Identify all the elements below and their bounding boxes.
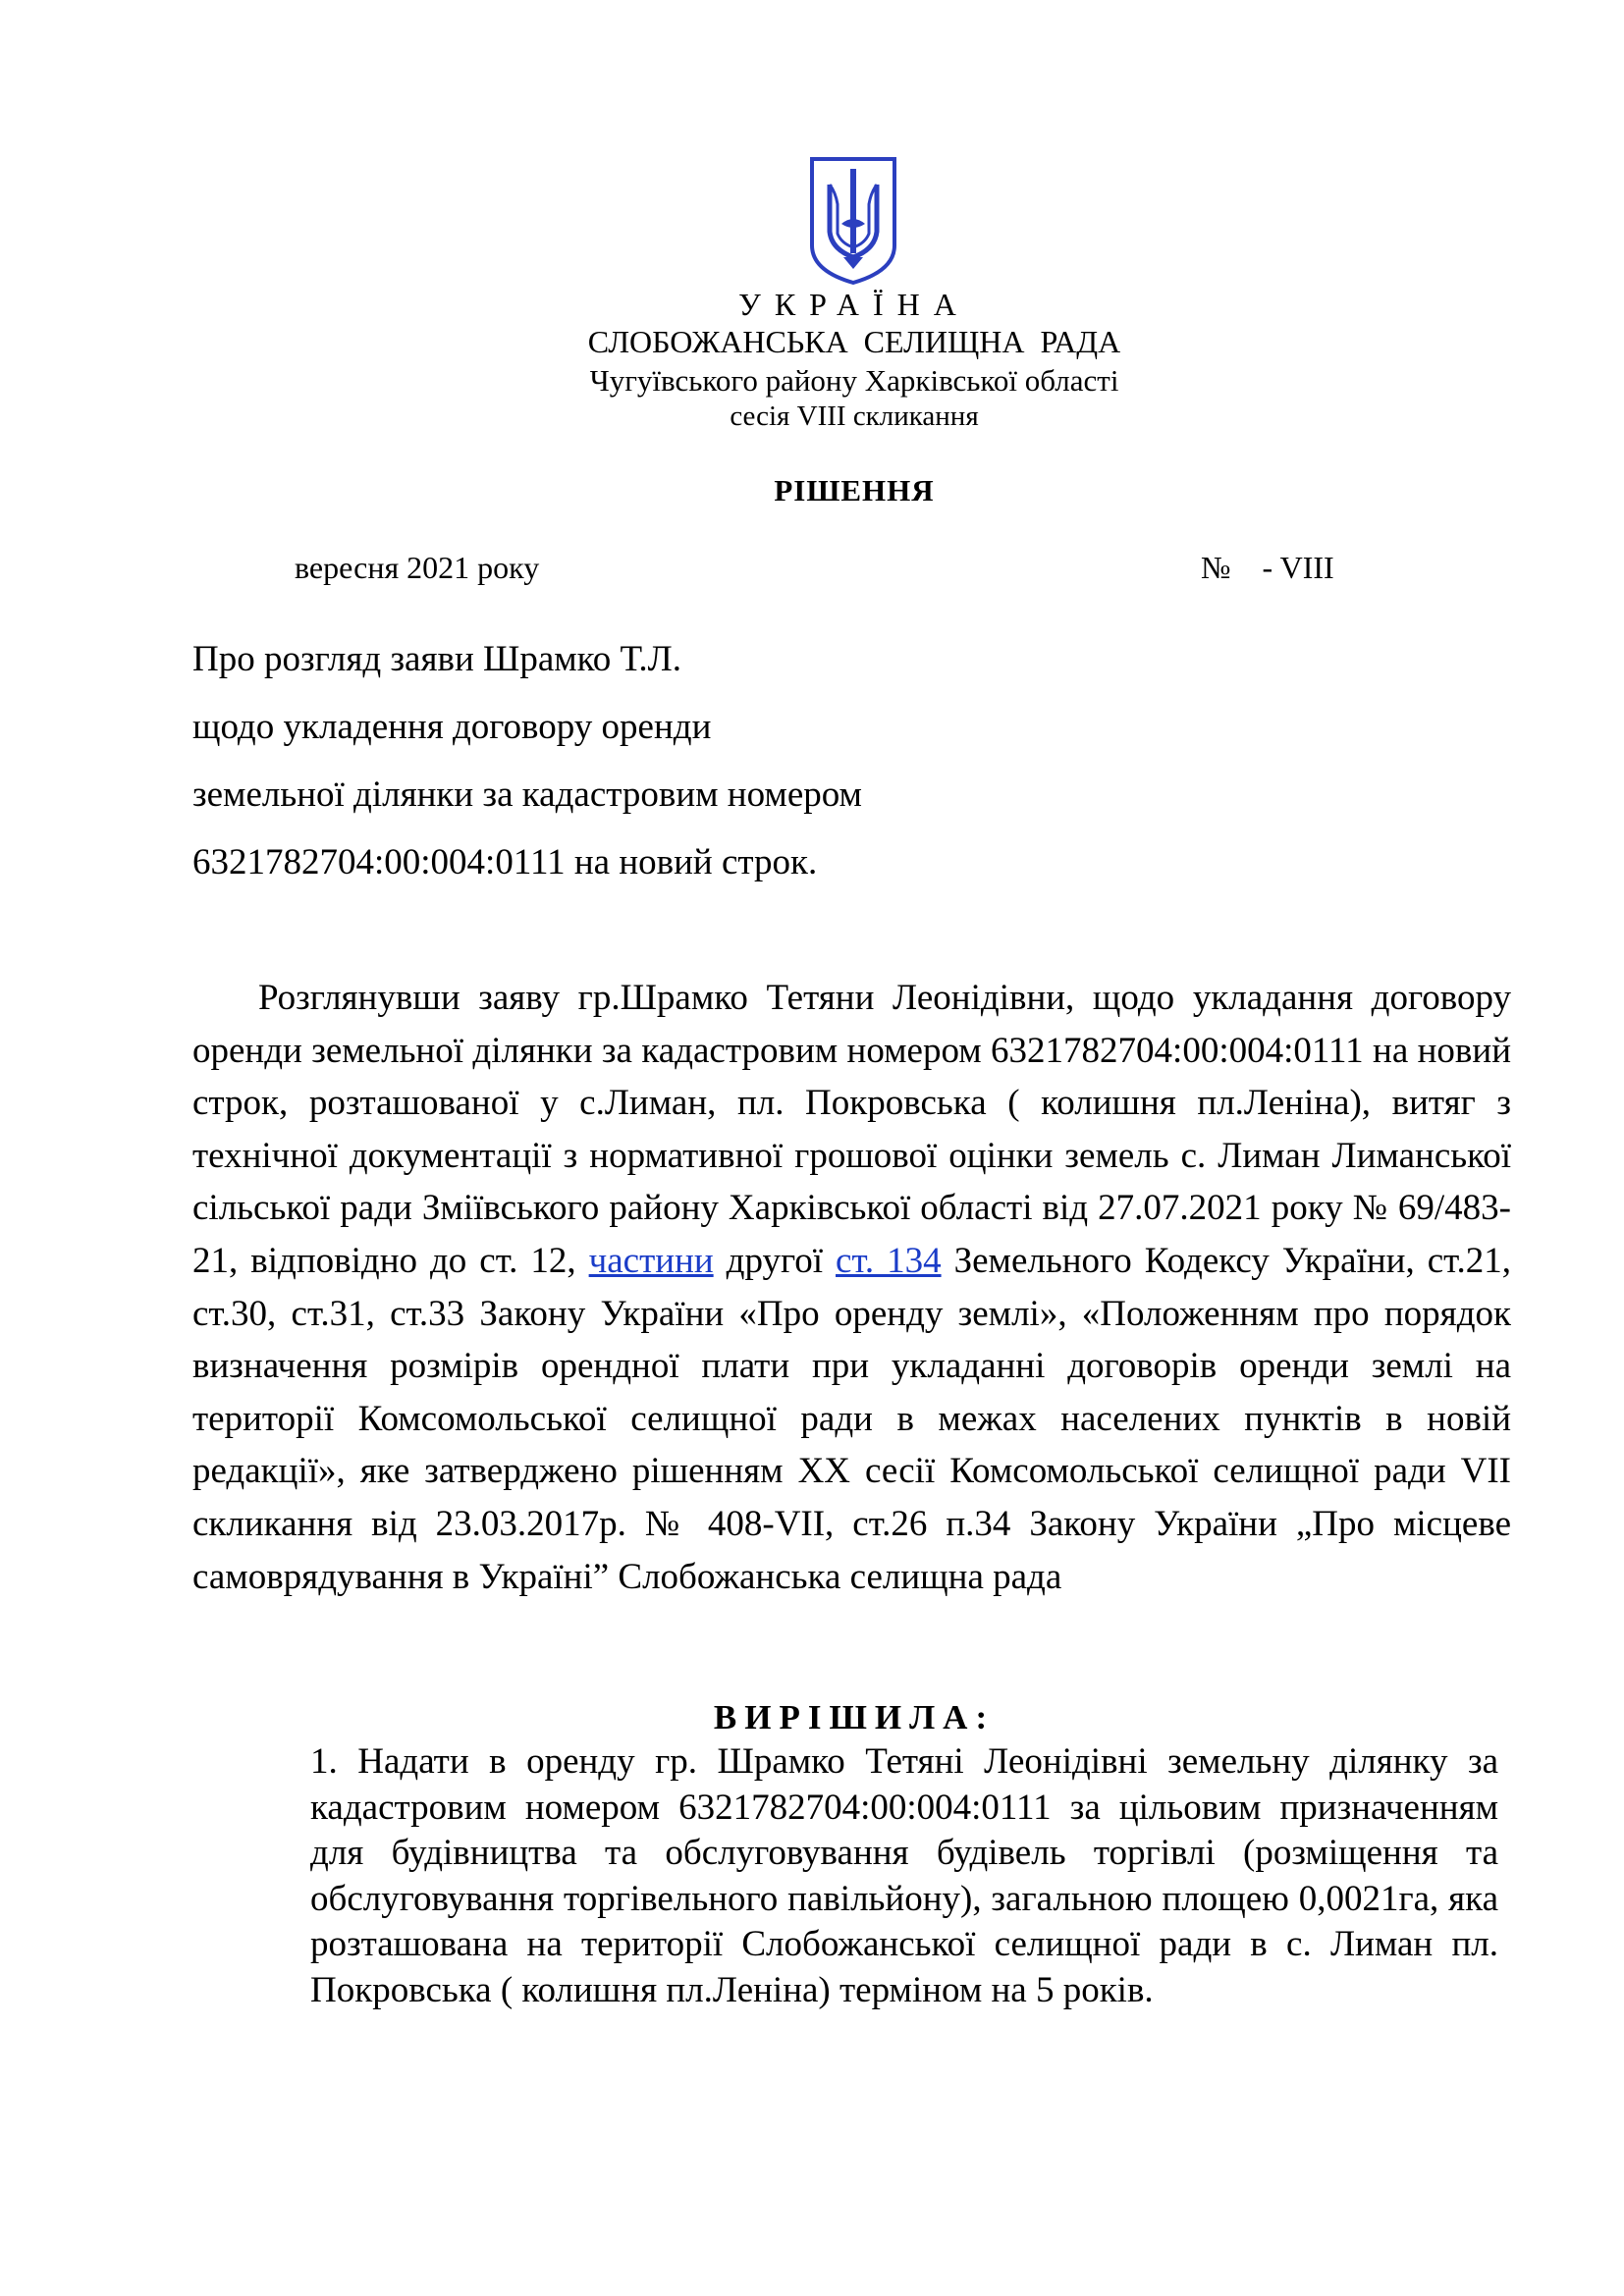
- preamble-text-part3: Земельного Кодексу України, ст.21, ст.30, ст.31, ст.33 Закону України «Про оренду землі», «Положенням про порядок визначення розмірів орендної плати при укладанні договорів оренди землі на території Комсомольської селищної ради в межах населених пунктів в новій редакції», яке затверджено рішенням ХХ сесії Комсомольської селищної ради VІІ скликання від 23.03.2017р. № 408-VII, ст.26 п.34 Закону України „Про місцеве самоврядування в Україні” Слобожанська селищна рада: [192, 1240, 1512, 1597]
- country-title: УКРАЇНА: [738, 287, 970, 322]
- law-link-article-134[interactable]: ст. 134: [836, 1240, 942, 1281]
- decided-heading: ВИРІШИЛА:: [713, 1698, 996, 1736]
- subject-line: щодо укладення договору оренди: [192, 707, 712, 747]
- subject-line: земельної ділянки за кадастровим номером: [192, 774, 862, 815]
- subject-block: [192, 638, 862, 909]
- law-link-part[interactable]: частини: [588, 1240, 714, 1281]
- preamble-text-part2: другої: [726, 1240, 824, 1281]
- subject-line: Про розгляд заяви Шрамко Т.Л.: [192, 639, 682, 679]
- decision-number: № - VIII: [1201, 550, 1334, 585]
- session-subtitle: сесія VIII скликання: [730, 400, 979, 432]
- decision-date: вересня 2021 року: [295, 550, 540, 585]
- preamble-paragraph: [192, 972, 1511, 1603]
- district-subtitle: Чугуївського району Харківської області: [589, 363, 1119, 398]
- decision-item-1: 1. Надати в оренду гр. Шрамко Тетяні Леонідівні земельну ділянку за кадастровим номером 6321782704:00:004:0111 за цільовим призначенням для будівництва та обслуговування будівель торгівлі (розміщення та обслуговування торгівельного павільйону), загальною площею 0,0021га, яка розташована на території Слобожанської селищної ради в с. Лиман пл. Покровська ( колишня пл.Леніна) терміном на 5 років.: [310, 1741, 1498, 2010]
- document-type-title: РІШЕННЯ: [774, 473, 935, 507]
- coat-of-arms-icon: [808, 155, 898, 287]
- council-title: СЛОБОЖАНСЬКА СЕЛИЩНА РАДА: [587, 324, 1121, 359]
- preamble-text-part1: Розглянувши заяву гр.Шрамко Тетяни Леонідівни, щодо укладання договору оренди земельної ділянки за кадастровим номером 6321782704:00:004:0111 на новий строк, розташованої у с.Лиман, пл. Покровська ( колишня пл.Леніна), витяг з технічної документації з нормативної грошової оцінки земель с. Лиман Лиманської сільської ради Зміївського району Харківської області від 27.07.2021 року № 69/483-21, відповідно до ст. 12,: [192, 978, 1511, 1281]
- subject-line: 6321782704:00:004:0111 на новий строк.: [192, 842, 818, 882]
